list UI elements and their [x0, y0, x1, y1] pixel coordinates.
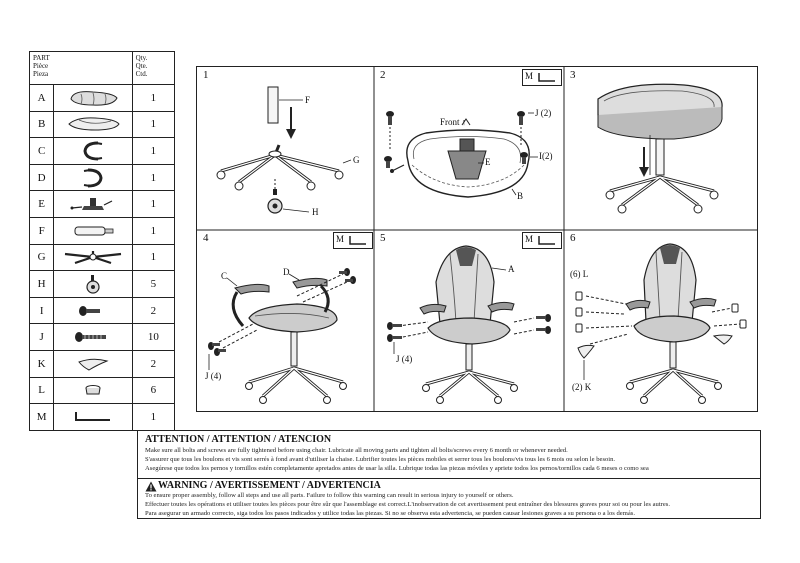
part-letter: J — [30, 324, 54, 351]
cover-icon — [73, 355, 113, 373]
part-image-cell — [54, 138, 132, 165]
step-2-illustration — [374, 67, 564, 230]
cap-icon — [78, 382, 108, 398]
label-j: J (4) — [396, 354, 413, 364]
qty-header-es: Ctd. — [135, 70, 148, 78]
step-3-illustration — [564, 67, 757, 230]
step-6 — [564, 230, 757, 411]
part-row — [30, 111, 175, 138]
part-letter: H — [30, 271, 54, 298]
step-2 — [374, 67, 564, 230]
part-letter: K — [30, 350, 54, 377]
long-bolt-icon — [71, 329, 115, 345]
part-qty: 1 — [132, 217, 174, 244]
part-qty: 2 — [132, 350, 174, 377]
part-letter: B — [30, 111, 54, 138]
qty-header-cell — [132, 52, 174, 85]
parts-table — [29, 51, 175, 431]
step-1 — [197, 67, 374, 230]
label-l: (6) L — [570, 269, 589, 279]
part-row — [30, 191, 175, 218]
right-armrest-icon — [78, 167, 108, 189]
warning-title: WARNING / AVERTISSEMENT / ADVERTENCIA — [158, 480, 381, 491]
attention-line-fr: S'assurer que tous les boulons et vis sont serrés à fond avant d'utiliser la chaise. Lubrifier toutes les pièces mobiles et serrer tous les boulons/vis tous les 6 mois ou selon le besoin. — [145, 456, 616, 463]
part-header-es: Pieza — [33, 70, 49, 78]
tool-letter: M — [525, 71, 534, 81]
assembly-steps — [196, 66, 758, 412]
label-front: Front ↑ — [440, 117, 467, 127]
part-header-en: PART — [33, 54, 50, 62]
part-letter: L — [30, 377, 54, 404]
step-number: 6 — [570, 232, 576, 244]
tool-letter: M — [525, 234, 534, 244]
part-row — [30, 85, 175, 112]
part-image-cell — [54, 350, 132, 377]
step-5 — [374, 230, 564, 411]
part-image-cell — [54, 191, 132, 218]
part-row — [30, 271, 175, 298]
part-row — [30, 164, 175, 191]
part-image-cell — [54, 271, 132, 298]
part-row — [30, 404, 175, 431]
label-e: E — [485, 157, 491, 167]
part-qty: 1 — [132, 191, 174, 218]
step-number: 3 — [570, 69, 576, 81]
label-b: B — [517, 191, 524, 201]
part-row — [30, 297, 175, 324]
base-icon — [61, 246, 125, 268]
safety-notice — [137, 430, 761, 519]
part-image-cell — [54, 111, 132, 138]
label-k: (2) K — [572, 382, 592, 392]
step-number: 5 — [380, 232, 386, 244]
attention-title: ATTENTION / ATTENTION / ATENCION — [145, 434, 332, 445]
part-qty: 10 — [132, 324, 174, 351]
part-row — [30, 350, 175, 377]
parts-table-header — [30, 52, 175, 85]
label-a: A — [508, 264, 515, 274]
step-4-illustration — [197, 230, 374, 411]
left-armrest-icon — [78, 140, 108, 162]
part-header-cell — [30, 52, 133, 85]
warning-line-fr: Effectuer toutes les opérations et utiliser toutes les pièces pour être sûr que l'assemblage est correct.L'inobservation de cet avertissement peut entraîner des blessures graves pour soi ou pour les autres. — [145, 501, 671, 508]
part-image-cell — [54, 244, 132, 271]
step-number: 2 — [380, 69, 386, 81]
label-g: G — [353, 155, 360, 165]
label-j: J (2) — [535, 108, 552, 118]
label-d: D — [283, 267, 290, 277]
front-arrow-icon: ↑ — [459, 117, 467, 127]
part-qty: 5 — [132, 271, 174, 298]
part-image-cell — [54, 377, 132, 404]
part-row — [30, 324, 175, 351]
short-bolt-icon — [73, 303, 113, 319]
notice-divider — [138, 478, 760, 479]
step-1-illustration — [197, 67, 374, 230]
step-6-illustration — [564, 230, 757, 411]
label-i: I(2) — [539, 151, 553, 161]
label-h: H — [312, 207, 319, 217]
part-qty: 1 — [132, 85, 174, 112]
backrest-icon — [63, 114, 123, 134]
part-qty: 1 — [132, 244, 174, 271]
qty-header-en: Qty. — [135, 54, 148, 62]
part-qty: 1 — [132, 111, 174, 138]
step-number: 4 — [203, 232, 209, 244]
qty-header-fr: Qte. — [135, 62, 148, 70]
warning-line-es: Para asegurar un armado correcto, siga todos los pasos indicados y utilice todas las piezas. Si no se observa esta advertencia, se pueden causar lesiones graves a su persona o a los demás. — [145, 510, 635, 517]
part-letter: C — [30, 138, 54, 165]
part-row — [30, 217, 175, 244]
step-number: 1 — [203, 69, 209, 81]
label-c: C — [221, 271, 228, 281]
part-qty: 1 — [132, 164, 174, 191]
tool-letter: M — [336, 234, 345, 244]
attention-line-es: Asegúrese que todos los pernos y tornillos estén completamente apretados antes de usar la silla. Lubrique todas las piezas móviles y apriete todos los pernos/tornillos cada 6 meses o como sea — [145, 465, 649, 472]
attention-line-en: Make sure all bolts and screws are fully tightened before using chair. Lubricate all moving parts and tighten all bolts/screws every 6 month or whenever needed. — [145, 447, 568, 454]
label-j: J (4) — [205, 371, 222, 381]
part-qty: 1 — [132, 138, 174, 165]
mechanism-icon — [68, 193, 118, 215]
part-qty: 6 — [132, 377, 174, 404]
caster-icon — [78, 273, 108, 295]
part-letter: D — [30, 164, 54, 191]
part-qty: 2 — [132, 297, 174, 324]
allen-wrench-icon — [68, 409, 118, 425]
seat-icon — [63, 87, 123, 109]
part-image-cell — [54, 324, 132, 351]
warning-triangle-icon — [145, 481, 157, 492]
part-image-cell — [54, 404, 132, 431]
part-image-cell — [54, 85, 132, 112]
part-row — [30, 377, 175, 404]
part-image-cell — [54, 164, 132, 191]
warning-line-en: To ensure proper assembly, follow all steps and use all parts. Failure to follow this warning can result in serious injury to yourself or others. — [145, 492, 514, 499]
part-row — [30, 244, 175, 271]
step-5-illustration — [374, 230, 564, 411]
label-f: F — [305, 95, 311, 105]
part-letter: A — [30, 85, 54, 112]
step-4 — [197, 230, 374, 411]
part-letter: I — [30, 297, 54, 324]
part-letter: G — [30, 244, 54, 271]
gas-cylinder-icon — [63, 224, 123, 238]
part-row — [30, 138, 175, 165]
part-image-cell — [54, 217, 132, 244]
part-image-cell — [54, 297, 132, 324]
step-3 — [564, 67, 757, 230]
part-letter: F — [30, 217, 54, 244]
part-qty: 1 — [132, 404, 174, 431]
part-letter: E — [30, 191, 54, 218]
part-letter: M — [30, 404, 54, 431]
part-header-fr: Pièce — [33, 62, 49, 70]
